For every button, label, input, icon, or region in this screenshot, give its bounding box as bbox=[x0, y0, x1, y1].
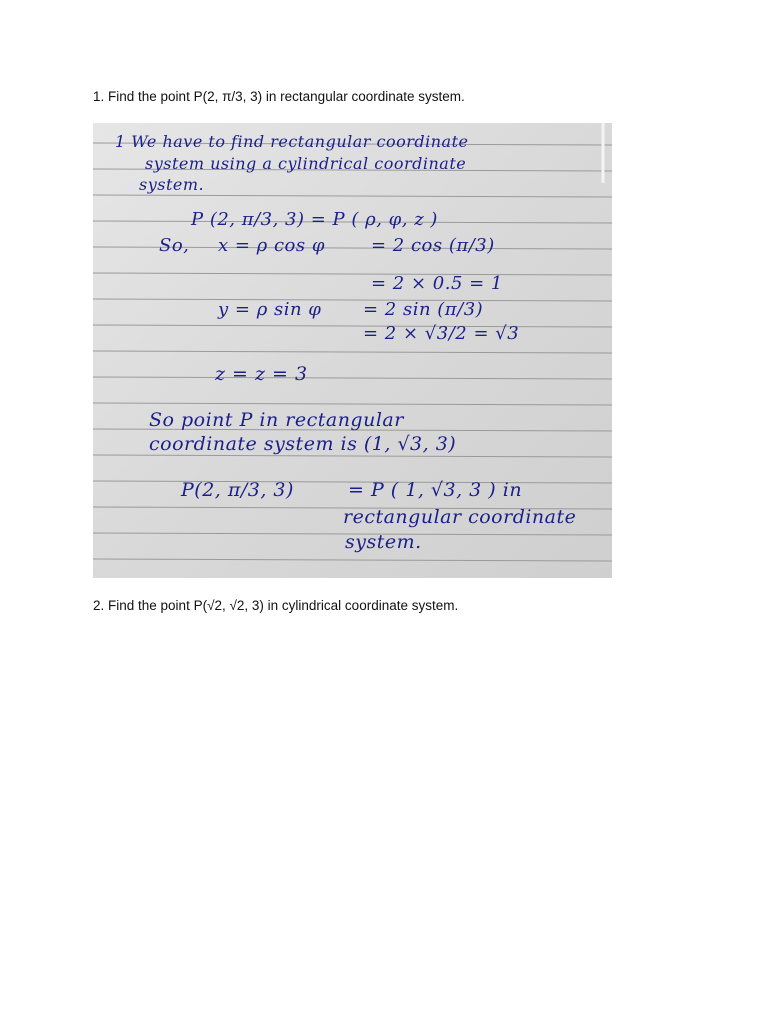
hw-line-8: = 2 × √3/2 = √3 bbox=[363, 323, 520, 344]
hw-line-10: So point P in rectangular bbox=[149, 409, 404, 431]
hw-line-5-eq: x = ρ cos φ bbox=[218, 235, 325, 256]
question-1-text: 1. Find the point P(2, π/3, 3) in rectangular coordinate system. bbox=[93, 89, 465, 104]
hw-line-5-so: So, bbox=[159, 235, 190, 256]
question-2-text: 2. Find the point P(√2, √2, 3) in cylindrical coordinate system. bbox=[93, 598, 459, 613]
hw-line-11: coordinate system is (1, √3, 3) bbox=[149, 433, 457, 455]
handwritten-solution-photo bbox=[93, 123, 612, 578]
hw-line-6: = 2 × 0.5 = 1 bbox=[371, 273, 503, 294]
hw-line-14: system. bbox=[345, 531, 422, 553]
hw-line-12-right: = P ( 1, √3, 3 ) in bbox=[348, 479, 523, 501]
hw-line-9: z = z = 3 bbox=[215, 363, 308, 385]
hw-line-7-eq: y = ρ sin φ bbox=[218, 299, 322, 320]
hw-line-2: system using a cylindrical coordinate bbox=[145, 154, 467, 173]
hw-line-1: 1 We have to find rectangular coordinate bbox=[115, 132, 469, 151]
hw-line-7-rhs: = 2 sin (π/3) bbox=[363, 299, 484, 320]
hw-line-12-left: P(2, π/3, 3) bbox=[181, 479, 294, 501]
hw-line-13: rectangular coordinate bbox=[343, 506, 577, 528]
hw-line-3: system. bbox=[139, 175, 205, 194]
hw-line-5-rhs: = 2 cos (π/3) bbox=[371, 235, 495, 256]
hw-line-4: P (2, π/3, 3) = P ( ρ, φ, z ) bbox=[191, 209, 438, 230]
